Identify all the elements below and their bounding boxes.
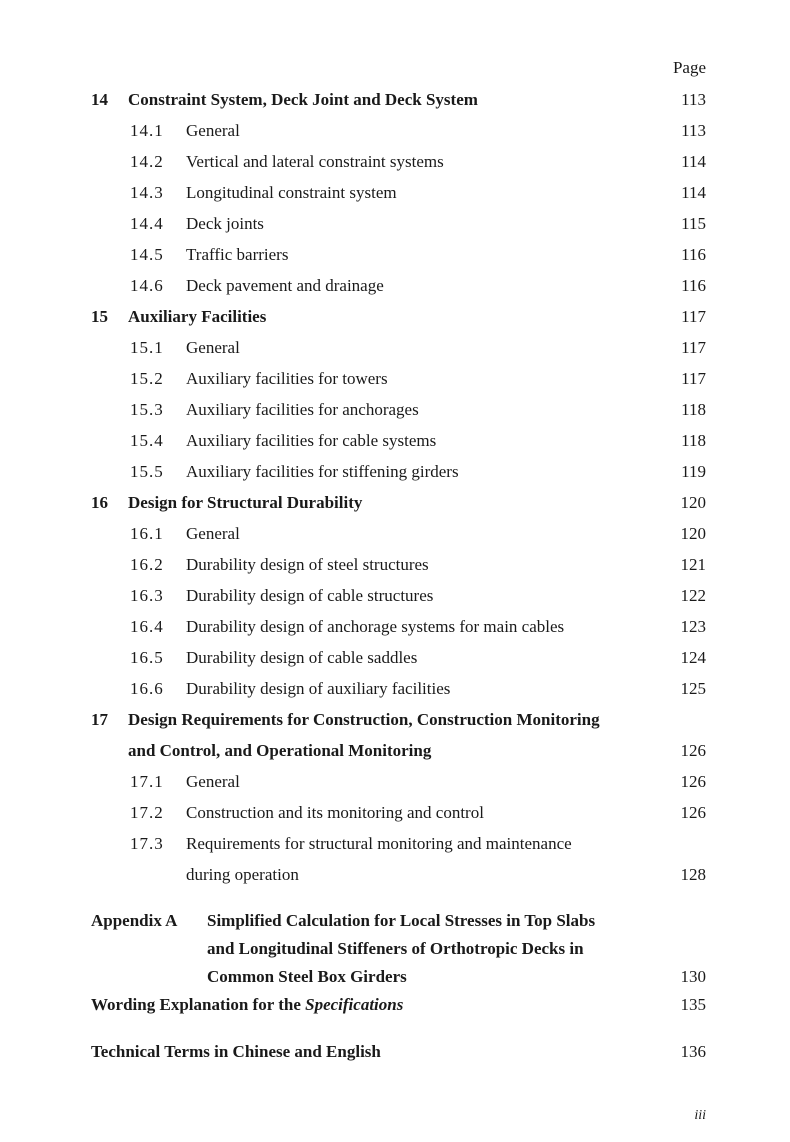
toc-section[interactable] bbox=[0, 642, 790, 673]
section-number: 15.5 bbox=[130, 462, 164, 481]
page-number: 124 bbox=[680, 648, 706, 667]
page-number: 114 bbox=[681, 183, 706, 202]
section-number: 14.6 bbox=[130, 276, 164, 295]
page-number: 117 bbox=[681, 369, 706, 388]
page-number: 120 bbox=[680, 493, 706, 512]
toc-section[interactable] bbox=[0, 580, 790, 611]
page-number: 120 bbox=[680, 524, 706, 543]
toc-chapter-14[interactable] bbox=[0, 84, 790, 115]
section-number: 17.3 bbox=[130, 834, 164, 853]
page-number: 136 bbox=[680, 1042, 706, 1061]
page-number: 115 bbox=[681, 214, 706, 233]
page-number: 116 bbox=[681, 245, 706, 264]
page-number: 117 bbox=[681, 307, 706, 326]
page-number: 126 bbox=[680, 803, 706, 822]
chapter-title-line2: and Control, and Operational Monitoring bbox=[128, 741, 432, 760]
section-number: 15.1 bbox=[130, 338, 164, 357]
section-title: Traffic barriers bbox=[186, 245, 289, 264]
section-title: Vertical and lateral constraint systems bbox=[186, 152, 444, 171]
section-title: Durability design of steel structures bbox=[186, 555, 429, 574]
section-number: 14.3 bbox=[130, 183, 164, 202]
toc-section[interactable] bbox=[0, 456, 790, 487]
toc-wording-explanation[interactable] bbox=[0, 989, 790, 1020]
chapter-title-line1: Design Requirements for Construction, Construction Monitoring bbox=[128, 710, 600, 729]
toc-section[interactable] bbox=[0, 177, 790, 208]
toc-technical-terms[interactable] bbox=[0, 1036, 790, 1067]
page-number: 113 bbox=[681, 121, 706, 140]
page-number: 118 bbox=[681, 431, 706, 450]
page-number: 119 bbox=[681, 462, 706, 481]
section-title: Auxiliary facilities for anchorages bbox=[186, 400, 419, 419]
wording-title-italic: Specifications bbox=[305, 995, 404, 1014]
section-title: Longitudinal constraint system bbox=[186, 183, 397, 202]
section-number: 17.2 bbox=[130, 803, 164, 822]
section-title-line2: during operation bbox=[186, 865, 299, 884]
page-number: 126 bbox=[680, 772, 706, 791]
toc-chapter-15[interactable] bbox=[0, 301, 790, 332]
toc-chapter-17[interactable] bbox=[0, 704, 790, 735]
chapter-title: Auxiliary Facilities bbox=[128, 307, 267, 326]
section-number: 16.2 bbox=[130, 555, 164, 574]
appendix-label: Appendix A bbox=[91, 911, 178, 930]
section-title: Auxiliary facilities for towers bbox=[186, 369, 388, 388]
toc-chapter-16[interactable] bbox=[0, 487, 790, 518]
toc-section[interactable] bbox=[0, 425, 790, 456]
toc-section[interactable] bbox=[0, 611, 790, 642]
chapter-number: 16 bbox=[91, 493, 108, 512]
section-number: 16.1 bbox=[130, 524, 164, 543]
section-number: 17.1 bbox=[130, 772, 164, 791]
section-title: Durability design of cable structures bbox=[186, 586, 434, 605]
section-number: 16.3 bbox=[130, 586, 164, 605]
page-number: 113 bbox=[681, 90, 706, 109]
section-title: General bbox=[186, 524, 240, 543]
section-title: General bbox=[186, 772, 240, 791]
section-number: 14.4 bbox=[130, 214, 164, 233]
page-number: 122 bbox=[680, 586, 706, 605]
page-number: 114 bbox=[681, 152, 706, 171]
page-number: 125 bbox=[680, 679, 706, 698]
section-title: Deck pavement and drainage bbox=[186, 276, 384, 295]
toc-chapter-17-continued[interactable] bbox=[0, 735, 790, 766]
toc-section[interactable] bbox=[0, 332, 790, 363]
section-number: 14.1 bbox=[130, 121, 164, 140]
toc-section[interactable] bbox=[0, 394, 790, 425]
wording-title-prefix: Wording Explanation for the bbox=[91, 995, 306, 1014]
toc-section[interactable] bbox=[0, 208, 790, 239]
appendix-title-line3: Common Steel Box Girders bbox=[207, 967, 407, 986]
page-number: 121 bbox=[680, 555, 706, 574]
section-title: Auxiliary facilities for cable systems bbox=[186, 431, 437, 450]
toc-section[interactable] bbox=[0, 270, 790, 301]
chapter-number: 14 bbox=[91, 90, 108, 109]
page-column-label: Page bbox=[672, 58, 706, 77]
toc-section[interactable] bbox=[0, 549, 790, 580]
section-title: Auxiliary facilities for stiffening girders bbox=[186, 462, 459, 481]
section-number: 16.5 bbox=[130, 648, 164, 667]
toc-section[interactable] bbox=[0, 239, 790, 270]
page-number: 118 bbox=[681, 400, 706, 419]
toc-section[interactable] bbox=[0, 673, 790, 704]
page-number: 123 bbox=[680, 617, 706, 636]
section-title: Durability design of cable saddles bbox=[186, 648, 418, 667]
section-number: 14.5 bbox=[130, 245, 164, 264]
toc-section[interactable] bbox=[0, 518, 790, 549]
toc-section[interactable] bbox=[0, 115, 790, 146]
appendix-title-line1: Simplified Calculation for Local Stresses in Top Slabs bbox=[207, 911, 596, 930]
toc-section-continued[interactable] bbox=[0, 859, 790, 890]
section-title: Durability design of auxiliary facilities bbox=[186, 679, 451, 698]
page-number: 117 bbox=[681, 338, 706, 357]
toc-appendix-a-continued[interactable] bbox=[0, 961, 790, 992]
chapter-number: 17 bbox=[91, 710, 108, 729]
toc-appendix-a[interactable] bbox=[0, 905, 790, 936]
wording-title bbox=[91, 989, 403, 1020]
section-title: General bbox=[186, 338, 240, 357]
chapter-number: 15 bbox=[91, 307, 108, 326]
appendix-title-line2: and Longitudinal Stiffeners of Orthotropic Decks in bbox=[207, 939, 584, 958]
toc-section[interactable] bbox=[0, 363, 790, 394]
page-number: 130 bbox=[680, 967, 706, 986]
terms-title: Technical Terms in Chinese and English bbox=[91, 1042, 381, 1061]
page-number: 116 bbox=[681, 276, 706, 295]
page-folio: iii bbox=[694, 1108, 706, 1123]
toc-section[interactable] bbox=[0, 797, 790, 828]
toc-section[interactable] bbox=[0, 766, 790, 797]
section-number: 16.4 bbox=[130, 617, 164, 636]
section-number: 16.6 bbox=[130, 679, 164, 698]
section-title-line1: Requirements for structural monitoring and maintenance bbox=[186, 834, 572, 853]
section-title: Construction and its monitoring and control bbox=[186, 803, 484, 822]
section-title: Deck joints bbox=[186, 214, 264, 233]
page-number: 135 bbox=[680, 995, 706, 1014]
toc-appendix-a-continued[interactable] bbox=[0, 933, 790, 964]
chapter-title: Design for Structural Durability bbox=[128, 493, 363, 512]
section-title: Durability design of anchorage systems for main cables bbox=[186, 617, 565, 636]
toc-section[interactable] bbox=[0, 146, 790, 177]
section-number: 15.2 bbox=[130, 369, 164, 388]
section-title: General bbox=[186, 121, 240, 140]
page-number: 126 bbox=[680, 741, 706, 760]
page-number: 128 bbox=[680, 865, 706, 884]
toc-section[interactable] bbox=[0, 828, 790, 859]
chapter-title: Constraint System, Deck Joint and Deck System bbox=[128, 90, 478, 109]
section-number: 15.4 bbox=[130, 431, 164, 450]
section-number: 15.3 bbox=[130, 400, 164, 419]
section-number: 14.2 bbox=[130, 152, 164, 171]
